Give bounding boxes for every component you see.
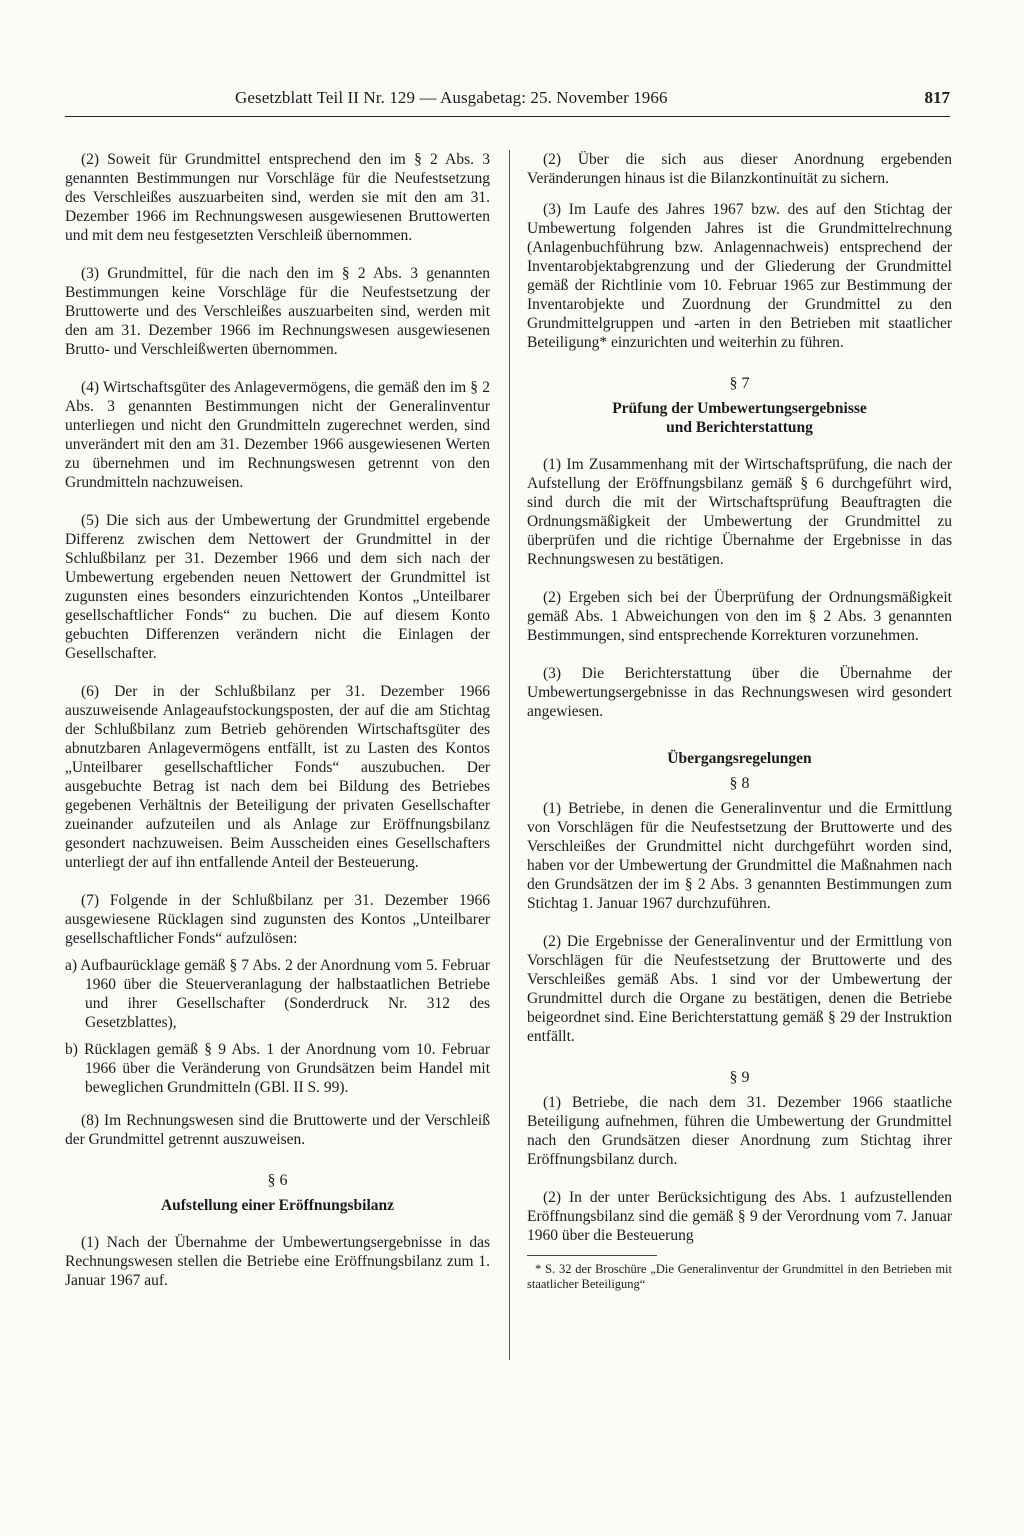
paragraph: (1) Betriebe, in denen die Generalinventur und die Ermittlung von Vorschlägen für die Neufestsetzung der Bruttowerte und des Verschleißes der Grundmittel nicht durchgeführt worden sind, haben vor der Umbewertung der Grundmittel die Maßnahmen nach den Grundsätzen der im § 2 Abs. 3 genannten Bestimmungen zum Stichtag 1. Januar 1967 durchzuführen. [527, 800, 952, 912]
paragraph: (2) In der unter Berücksichtigung des Abs. 1 aufzustellenden Eröffnungsbilanz sind die gemäß § 9 der Verordnung vom 7. Januar 1960 über die Besteuerung [527, 1189, 952, 1244]
left-column [65, 150, 490, 1290]
footnote: * S. 32 der Broschüre „Die Generalinventur der Grundmittel in den Betrieben mit staatlicher Beteiligung“ [527, 1262, 952, 1291]
paragraph: (1) Betriebe, die nach dem 31. Dezember 1966 staatliche Beteiligung aufnehmen, führen die Umbewertung der Grundmittel nach den Grundsätzen dieser Anordnung zum Stichtag ihrer Eröffnungsbilanz durch. [527, 1094, 952, 1168]
paragraph: (8) Im Rechnungswesen sind die Bruttowerte und der Verschleiß der Grundmittel getrennt auszuweisen. [65, 1112, 490, 1148]
section-number: § 9 [729, 1069, 750, 1086]
paragraph: (2) Soweit für Grundmittel entsprechend den im § 2 Abs. 3 genannten Bestimmungen nur Vorschläge für die Neufestsetzung des Verschleißes auszuarbeiten sind, werden sie mit den am 31. Dezember 1966 im Rechnungswesen ausgewiesenen Bruttowerten und mit dem neu festgesetzten Verschleiß übernommen. [65, 151, 490, 244]
page-header [65, 88, 950, 117]
paragraph: (1) Im Zusammenhang mit der Wirtschaftsprüfung, die nach der Aufstellung der Eröffnungsbilanz gemäß § 6 durchgeführt wird, sind durch die mit der Wirtschaftsprüfung Beauftragten die Ordnungsmäßigkeit der Umbewertung der Grundmittel zu überprüfen und die richtige Übernahme der Ergebnisse in das Rechnungswesen zu bestätigen. [527, 456, 952, 568]
column-divider [509, 150, 510, 1360]
paragraph: (2) Die Ergebnisse der Generalinventur und der Ermittlung von Vorschlägen für die Neufestsetzung der Bruttowerte und des Verschleißes gemäß Abs. 1 sind vor der Umbewertung der Grundmittel durch die Organe zu bestätigen, denen die Betriebe beigeordnet sind. Eine Berichterstattung gemäß § 29 der Instruktion entfällt. [527, 933, 952, 1045]
paragraph: (3) Im Laufe des Jahres 1967 bzw. des auf den Stichtag der Umbewertung folgenden Jahres ist die Grundmittelrechnung (Anlagenbuchführung bzw. Anlagennachweis) entsprechend der Inventarobjektabgrenzung und der Gliederung der Grundmittel gemäß der Richtlinie vom 10. Februar 1965 zur Bestimmung der Inventarobjekte und Zuordnung der Grundmittel zu den Grundmittelgruppen und -arten in den Betrieben mit staatlicher Beteiligung* einzurichten und weiterhin zu führen. [527, 201, 952, 351]
right-column [527, 150, 952, 1292]
section-title: und Berichterstattung [666, 419, 813, 436]
list-item: a) Aufbaurücklage gemäß § 7 Abs. 2 der Anordnung vom 5. Februar 1960 über die Steuerveranlagung der halbstaatlichen Betriebe und ihrer Gesellschafter (Sonderdruck Nr. 312 des Gesetzblattes), [65, 957, 490, 1031]
paragraph: (5) Die sich aus der Umbewertung der Grundmittel ergebende Differenz zwischen dem Nettowert der Grundmittel in der Schlußbilanz per 31. Dezember 1966 und dem sich nach der Umbewertung ergebenden neuen Nettowert der Grundmittel ist zugunsten eines besonders einzurichtenden Kontos „Unteilbarer gesellschaftlicher Fonds“ zu buchen. Die auf diesem Konto gebuchten Differenzen verändern nicht die Einlagen der Gesellschafter. [65, 512, 490, 662]
header-title: Gesetzblatt Teil II Nr. 129 — Ausgabetag: 25. November 1966 [235, 88, 668, 107]
section-number: § 7 [729, 375, 750, 392]
list-item: b) Rücklagen gemäß § 9 Abs. 1 der Anordnung vom 10. Februar 1966 über die Veränderung von Grundsätzen beim Handel mit beweglichen Grundmitteln (GBl. II S. 99). [65, 1041, 490, 1096]
section-title: Übergangsregelungen [667, 750, 812, 767]
paragraph: (2) Ergeben sich bei der Überprüfung der Ordnungsmäßigkeit gemäß Abs. 1 Abweichungen von den im § 2 Abs. 3 genannten Bestimmungen, sind entsprechende Korrekturen vorzunehmen. [527, 589, 952, 644]
paragraph: (3) Grundmittel, für die nach den im § 2 Abs. 3 genannten Bestimmungen keine Vorschläge für die Neufestsetzung der Bruttowerte und des Verschleißes auszuarbeiten sind, werden mit den am 31. Dezember 1966 im Rechnungswesen ausgewiesenen Brutto- und Verschleißwerten übernommen. [65, 265, 490, 358]
paragraph: (7) Folgende in der Schlußbilanz per 31. Dezember 1966 ausgewiesene Rücklagen sind zugunsten des Kontos „Unteilbarer gesellschaftlicher Fonds“ aufzulösen: [65, 892, 490, 947]
section-title: Aufstellung einer Eröffnungsbilanz [160, 1197, 395, 1214]
paragraph: (6) Der in der Schlußbilanz per 31. Dezember 1966 auszuweisende Anlageaufstockungsposten, der auf die am Stichtag der Schlußbilanz zum Betrieb gehörenden Wirtschaftsgüter des abnutzbaren Anlagevermögens entfällt, ist zu Lasten des Kontos „Unteilbarer gesellschaftlicher Fonds“ auszubuchen. Der ausgebuchte Betrag ist nach dem bei Bildung des Betriebes gegebenen Verhältnis der Beteiligung der privaten Gesellschafter zueinander aufzuteilen und als Anlage zur Eröffnungsbilanz gesondert nachzuweisen. Beim Ausscheiden eines Gesellschafters unterliegt der auf ihn entfallende Anteil der Besteuerung. [65, 683, 490, 871]
section-title: Prüfung der Umbewertungsergebnisse [612, 400, 867, 417]
footnote-rule [527, 1255, 657, 1256]
section-number: § 8 [729, 775, 750, 792]
paragraph: (3) Die Berichterstattung über die Übernahme der Umbewertungsergebnisse in das Rechnungswesen wird gesondert angewiesen. [527, 665, 952, 720]
paragraph: (1) Nach der Übernahme der Umbewertungsergebnisse in das Rechnungswesen stellen die Betriebe eine Eröffnungsbilanz zum 1. Januar 1967 auf. [65, 1234, 490, 1289]
page-number: 817 [924, 88, 950, 107]
paragraph: (2) Über die sich aus dieser Anordnung ergebenden Veränderungen hinaus ist die Bilanzkontinuität zu sichern. [527, 151, 952, 187]
paragraph: (4) Wirtschaftsgüter des Anlagevermögens, die gemäß den im § 2 Abs. 3 genannten Bestimmungen nicht der Generalinventur unterliegen und nicht den Grundmitteln zugerechnet werden, sind unverändert mit den am 31. Dezember 1966 ausgewiesenen Werten zu übernehmen und im Rechnungswesen getrennt von den Grundmitteln nachzuweisen. [65, 379, 490, 491]
section-number: § 6 [267, 1172, 288, 1189]
